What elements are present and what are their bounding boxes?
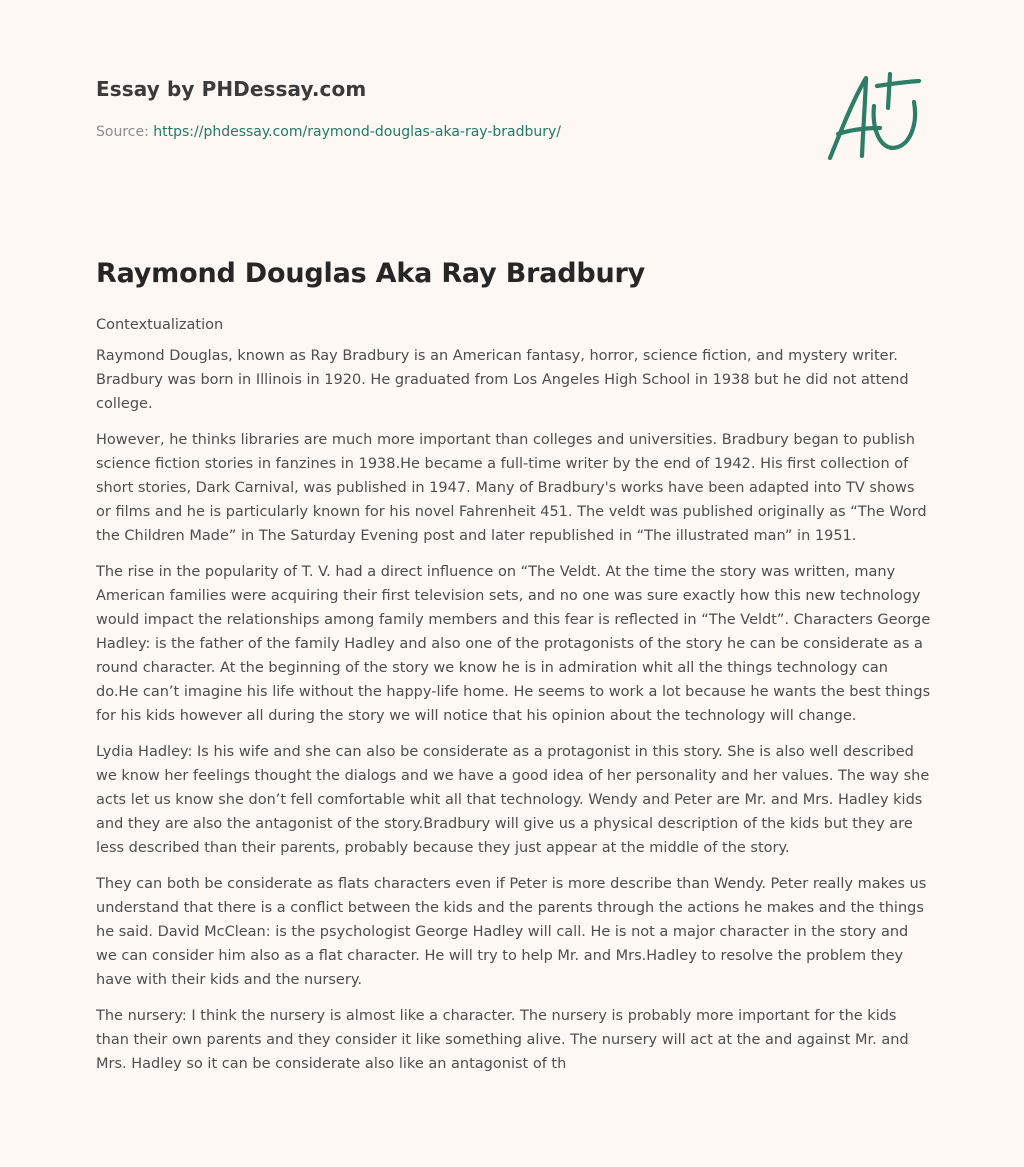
source-label: Source: [96, 124, 149, 140]
essay-paragraph: However, he thinks libraries are much more important than colleges and universities. Bradbury began to publish science fiction stories in fanzines in 1938.He became a full-time writer by the end of 1942. His first collection of short stories, Dark Carnival, was published in 1947. Many of Bradbury's works have been adapted into TV shows or films and he is particularly known for his novel Fahrenheit 451. The veldt was published originally as “The Word the Children Made” in The Saturday Evening post and later republished in “The illustrated man” in 1951. [96, 432, 927, 544]
section-label: Contextualization [96, 317, 224, 333]
page-header [96, 74, 816, 142]
essay-paragraph: Raymond Douglas, known as Ray Bradbury is an American fantasy, horror, science fiction, and mystery writer. Bradbury was born in Illinois in 1920. He graduated from Los Angeles High School in 1938 but he did not attend college. [96, 348, 909, 412]
essay-paragraph: Lydia Hadley: Is his wife and she can also be considerate as a protagonist in this story. She is also well described we know her feelings thought the dialogs and we have a good idea of her personality and her values. The way she acts let us know she don’t fell comfortable whit all that technology. Wendy and Peter are Mr. and Mrs. Hadley kids and they are also the antagonist of the story.Bradbury will give us a physical description of the kids but they are less described than their parents, probably because they just appear at the middle of the story. [96, 744, 930, 856]
essay-title: Raymond Douglas Aka Ray Bradbury [96, 258, 646, 289]
a-plus-logo-icon [822, 68, 928, 168]
essay-paragraph: They can both be considerate as flats characters even if Peter is more describe than Wendy. Peter really makes us understand that there is a conflict between the kids and the parents through the actions he makes and the things he said. David McClean: is the psychologist George Hadley will call. He is not a major character in the story and we can consider him also as a flat character. He will try to help Mr. and Mrs.Hadley to resolve the problem they have with their kids and the nursery. [96, 876, 927, 988]
source-link[interactable]: https://phdessay.com/raymond-douglas-aka-ray-bradbury/ [153, 124, 562, 140]
source-line [96, 122, 816, 142]
essay-paragraph: The nursery: I think the nursery is almost like a character. The nursery is probably more important for the kids than their own parents and they consider it like something alive. The nursery will act at the and against Mr. and Mrs. Hadley so it can be considerate also like an antagonist of th [96, 1008, 909, 1072]
essay-content [96, 254, 932, 1076]
essay-paragraph: The rise in the popularity of T. V. had a direct influence on “The Veldt. At the time the story was written, many American families were acquiring their first television sets, and no one was sure exactly how this new technology would impact the relationships among family members and this fear is reflected in “The Veldt”. Characters George Hadley: is the father of the family Hadley and also one of the protagonists of the story he can be considerate as a round character. At the beginning of the story we know he is in admiration whit all the things technology can do.He can’t imagine his life without the happy-life home. He seems to work a lot because he wants the best things for his kids however all during the story we will notice that his opinion about the technology will change. [96, 564, 931, 724]
site-title: Essay by PHDessay.com [96, 77, 367, 101]
